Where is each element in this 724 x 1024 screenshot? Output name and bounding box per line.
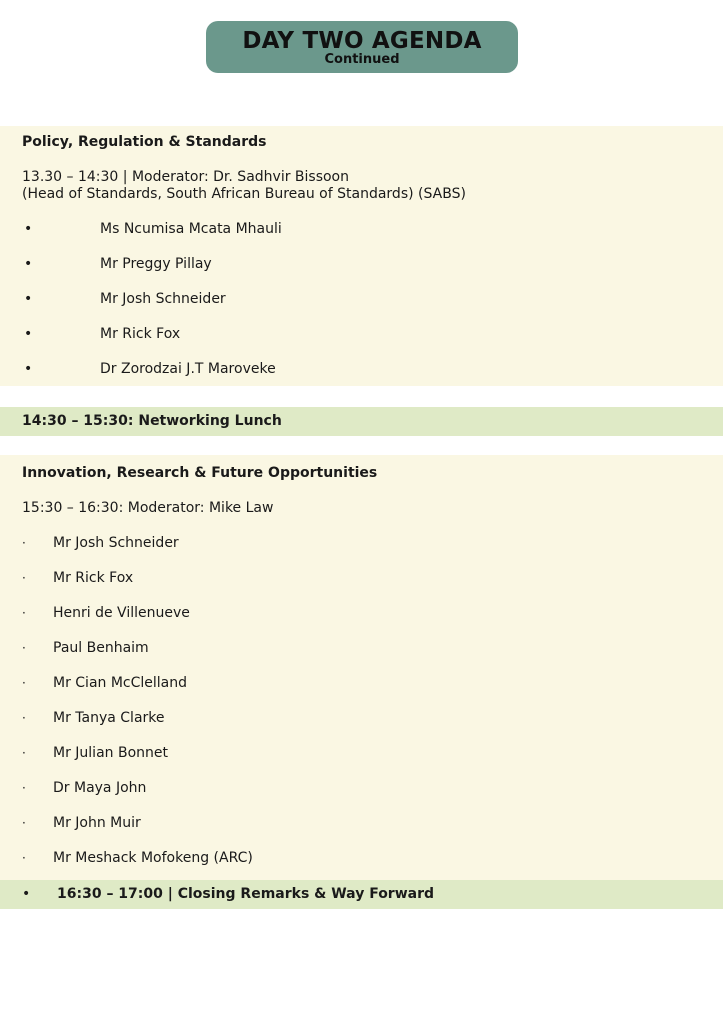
speaker-name: Henri de Villenueve: [53, 605, 190, 621]
agenda-subtitle: Continued: [324, 52, 400, 67]
lunch-break-bar: [0, 407, 723, 436]
speaker-name: Mr Cian McClelland: [53, 675, 188, 691]
section-title: Policy, Regulation & Standards: [22, 134, 267, 150]
bullet-icon: ·: [22, 641, 26, 655]
speaker-name: Mr Josh Schneider: [100, 291, 226, 307]
session-time-moderator: 15:30 – 16:30: Moderator: Mike Law: [22, 500, 274, 516]
speaker-name: Ms Ncumisa Mcata Mhauli: [100, 221, 282, 237]
bullet-icon: ·: [22, 711, 26, 725]
bullet-icon: •: [24, 221, 33, 237]
bullet-icon: ·: [22, 571, 26, 585]
policy-section: [0, 126, 723, 386]
speaker-name: Mr Josh Schneider: [53, 535, 179, 551]
closing-remarks-bar: [0, 880, 723, 909]
bullet-icon: ·: [22, 536, 26, 550]
speaker-name: Mr Rick Fox: [100, 326, 181, 342]
bullet-icon: ·: [22, 816, 26, 830]
closing-label: 16:30 – 17:00 | Closing Remarks & Way Forward: [57, 886, 435, 902]
speaker-name: Dr Zorodzai J.T Maroveke: [100, 361, 276, 377]
bullet-icon: ·: [22, 746, 26, 760]
speaker-name: Dr Maya John: [53, 780, 147, 796]
speaker-name: Mr John Muir: [53, 815, 141, 831]
agenda-header-banner: [206, 21, 518, 73]
bullet-icon: ·: [22, 781, 26, 795]
bullet-icon: •: [22, 886, 31, 902]
speaker-name: Paul Benhaim: [53, 640, 149, 656]
speaker-name: Mr Tanya Clarke: [53, 710, 165, 726]
bullet-icon: ·: [22, 851, 26, 865]
agenda-title: DAY TWO AGENDA: [242, 28, 482, 54]
section-title: Innovation, Research & Future Opportunities: [22, 465, 378, 481]
bullet-icon: •: [24, 291, 33, 307]
session-time-moderator: 13.30 – 14:30 | Moderator: Dr. Sadhvir Bissoon: [22, 169, 349, 185]
bullet-icon: ·: [22, 606, 26, 620]
innovation-section: [0, 455, 723, 880]
moderator-role: (Head of Standards, South African Bureau of Standards) (SABS): [22, 186, 466, 202]
speaker-name: Mr Rick Fox: [53, 570, 134, 586]
speaker-name: Mr Meshack Mofokeng (ARC): [53, 850, 253, 866]
bullet-icon: •: [24, 361, 33, 377]
lunch-label: 14:30 – 15:30: Networking Lunch: [22, 413, 282, 429]
bullet-icon: •: [24, 256, 33, 272]
bullet-icon: •: [24, 326, 33, 342]
bullet-icon: ·: [22, 676, 26, 690]
speaker-name: Mr Preggy Pillay: [100, 256, 212, 272]
speaker-name: Mr Julian Bonnet: [53, 745, 168, 761]
